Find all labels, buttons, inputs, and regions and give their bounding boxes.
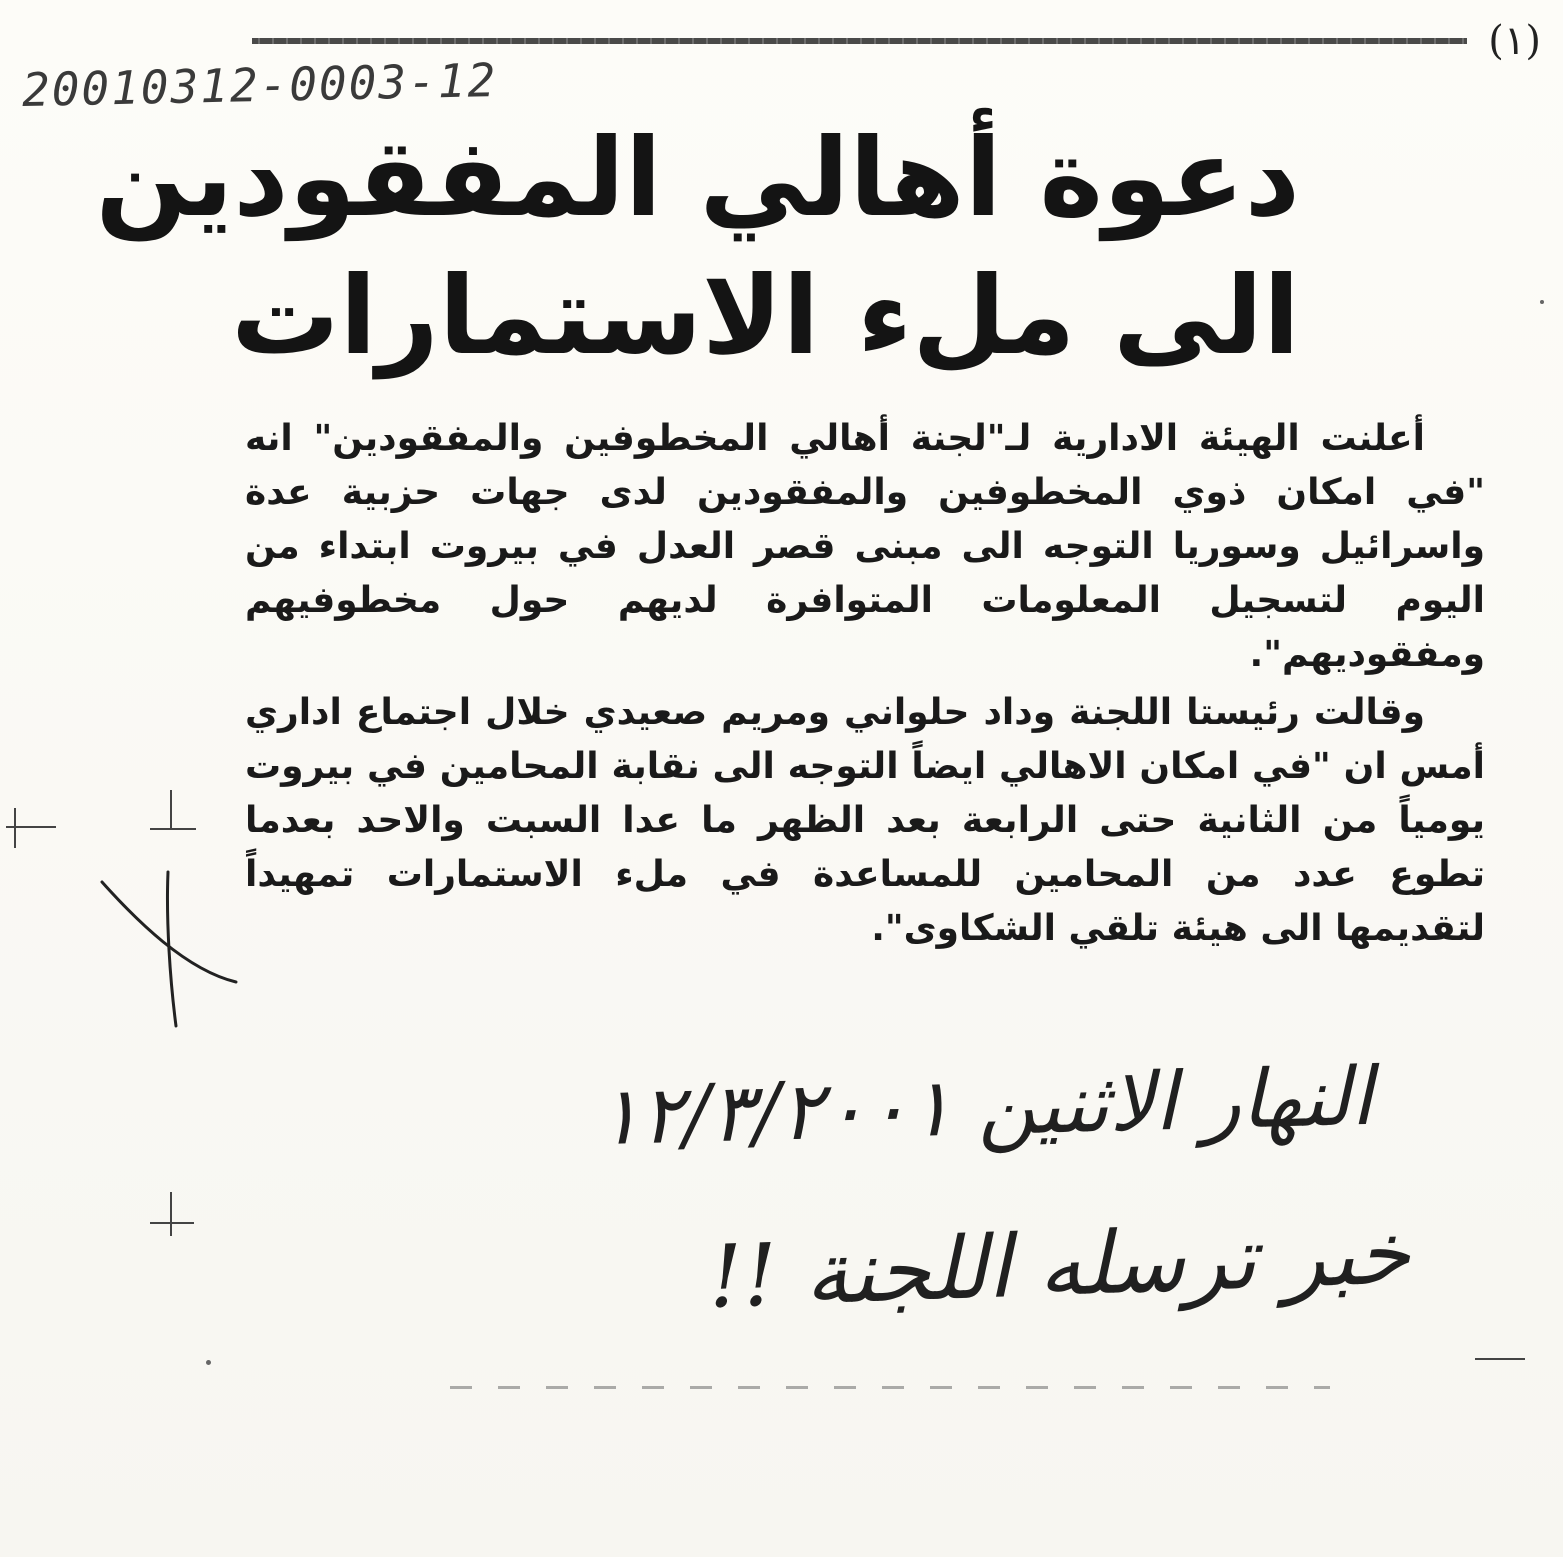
article-body	[245, 412, 1485, 956]
article-paragraph-1: أعلنت الهيئة الادارية لـ"لجنة أهالي المخطوفين والمفقودين" انه "في امكان ذوي المخطوفين والمفقودين لدى جهات حزبية عدة واسرائيل وسوريا التوجه الى مبنى قصر العدل في بيروت ابتداء من اليوم لتسجيل المعلومات المتوافرة لديهم حول مخطوفيهم ومفقوديهم".	[245, 418, 1485, 675]
article-headline	[95, 110, 1300, 386]
top-rule-divider	[252, 38, 1467, 44]
headline-line-1: دعوة أهالي المفقودين	[95, 116, 1300, 241]
handwritten-note: خبر ترسله اللجنة !!	[706, 1203, 1412, 1328]
crop-mark-left-v	[14, 808, 16, 848]
article-paragraph-2: وقالت رئيستا اللجنة وداد حلواني ومريم صعيدي خلال اجتماع اداري أمس ان "في امكان الاهالي ايضاً التوجه الى نقابة المحامين في بيروت يومياً من الثانية حتى الرابعة بعد الظهر ما عدا السبت والاحد بعدما تطوع عدد من المحامين للمساعدة في ملء الاستمارات تمهيداً لتقديمها الى هيئة تلقي الشكاوى".	[245, 692, 1485, 949]
archive-code-handwritten: 20010312-0003-12	[21, 53, 498, 117]
crop-mark-right-h	[1475, 1358, 1525, 1360]
headline-line-2: الى ملء الاستمارات	[231, 254, 1300, 379]
bottom-edge-dashes	[450, 1386, 1330, 1389]
page-number: (١)	[1488, 18, 1541, 64]
handwritten-source-date: النهار الاثنين ١٢/٣/٢٠٠١	[596, 1049, 1374, 1164]
crop-mark-lower-h	[150, 1222, 194, 1224]
scan-speck	[1540, 300, 1544, 304]
crop-mark-mid-h	[150, 828, 196, 830]
crop-mark-mid-v	[170, 790, 172, 830]
scan-speck	[206, 1360, 211, 1365]
handwritten-x-mark	[96, 870, 246, 1030]
crop-mark-lower-v	[170, 1192, 172, 1236]
